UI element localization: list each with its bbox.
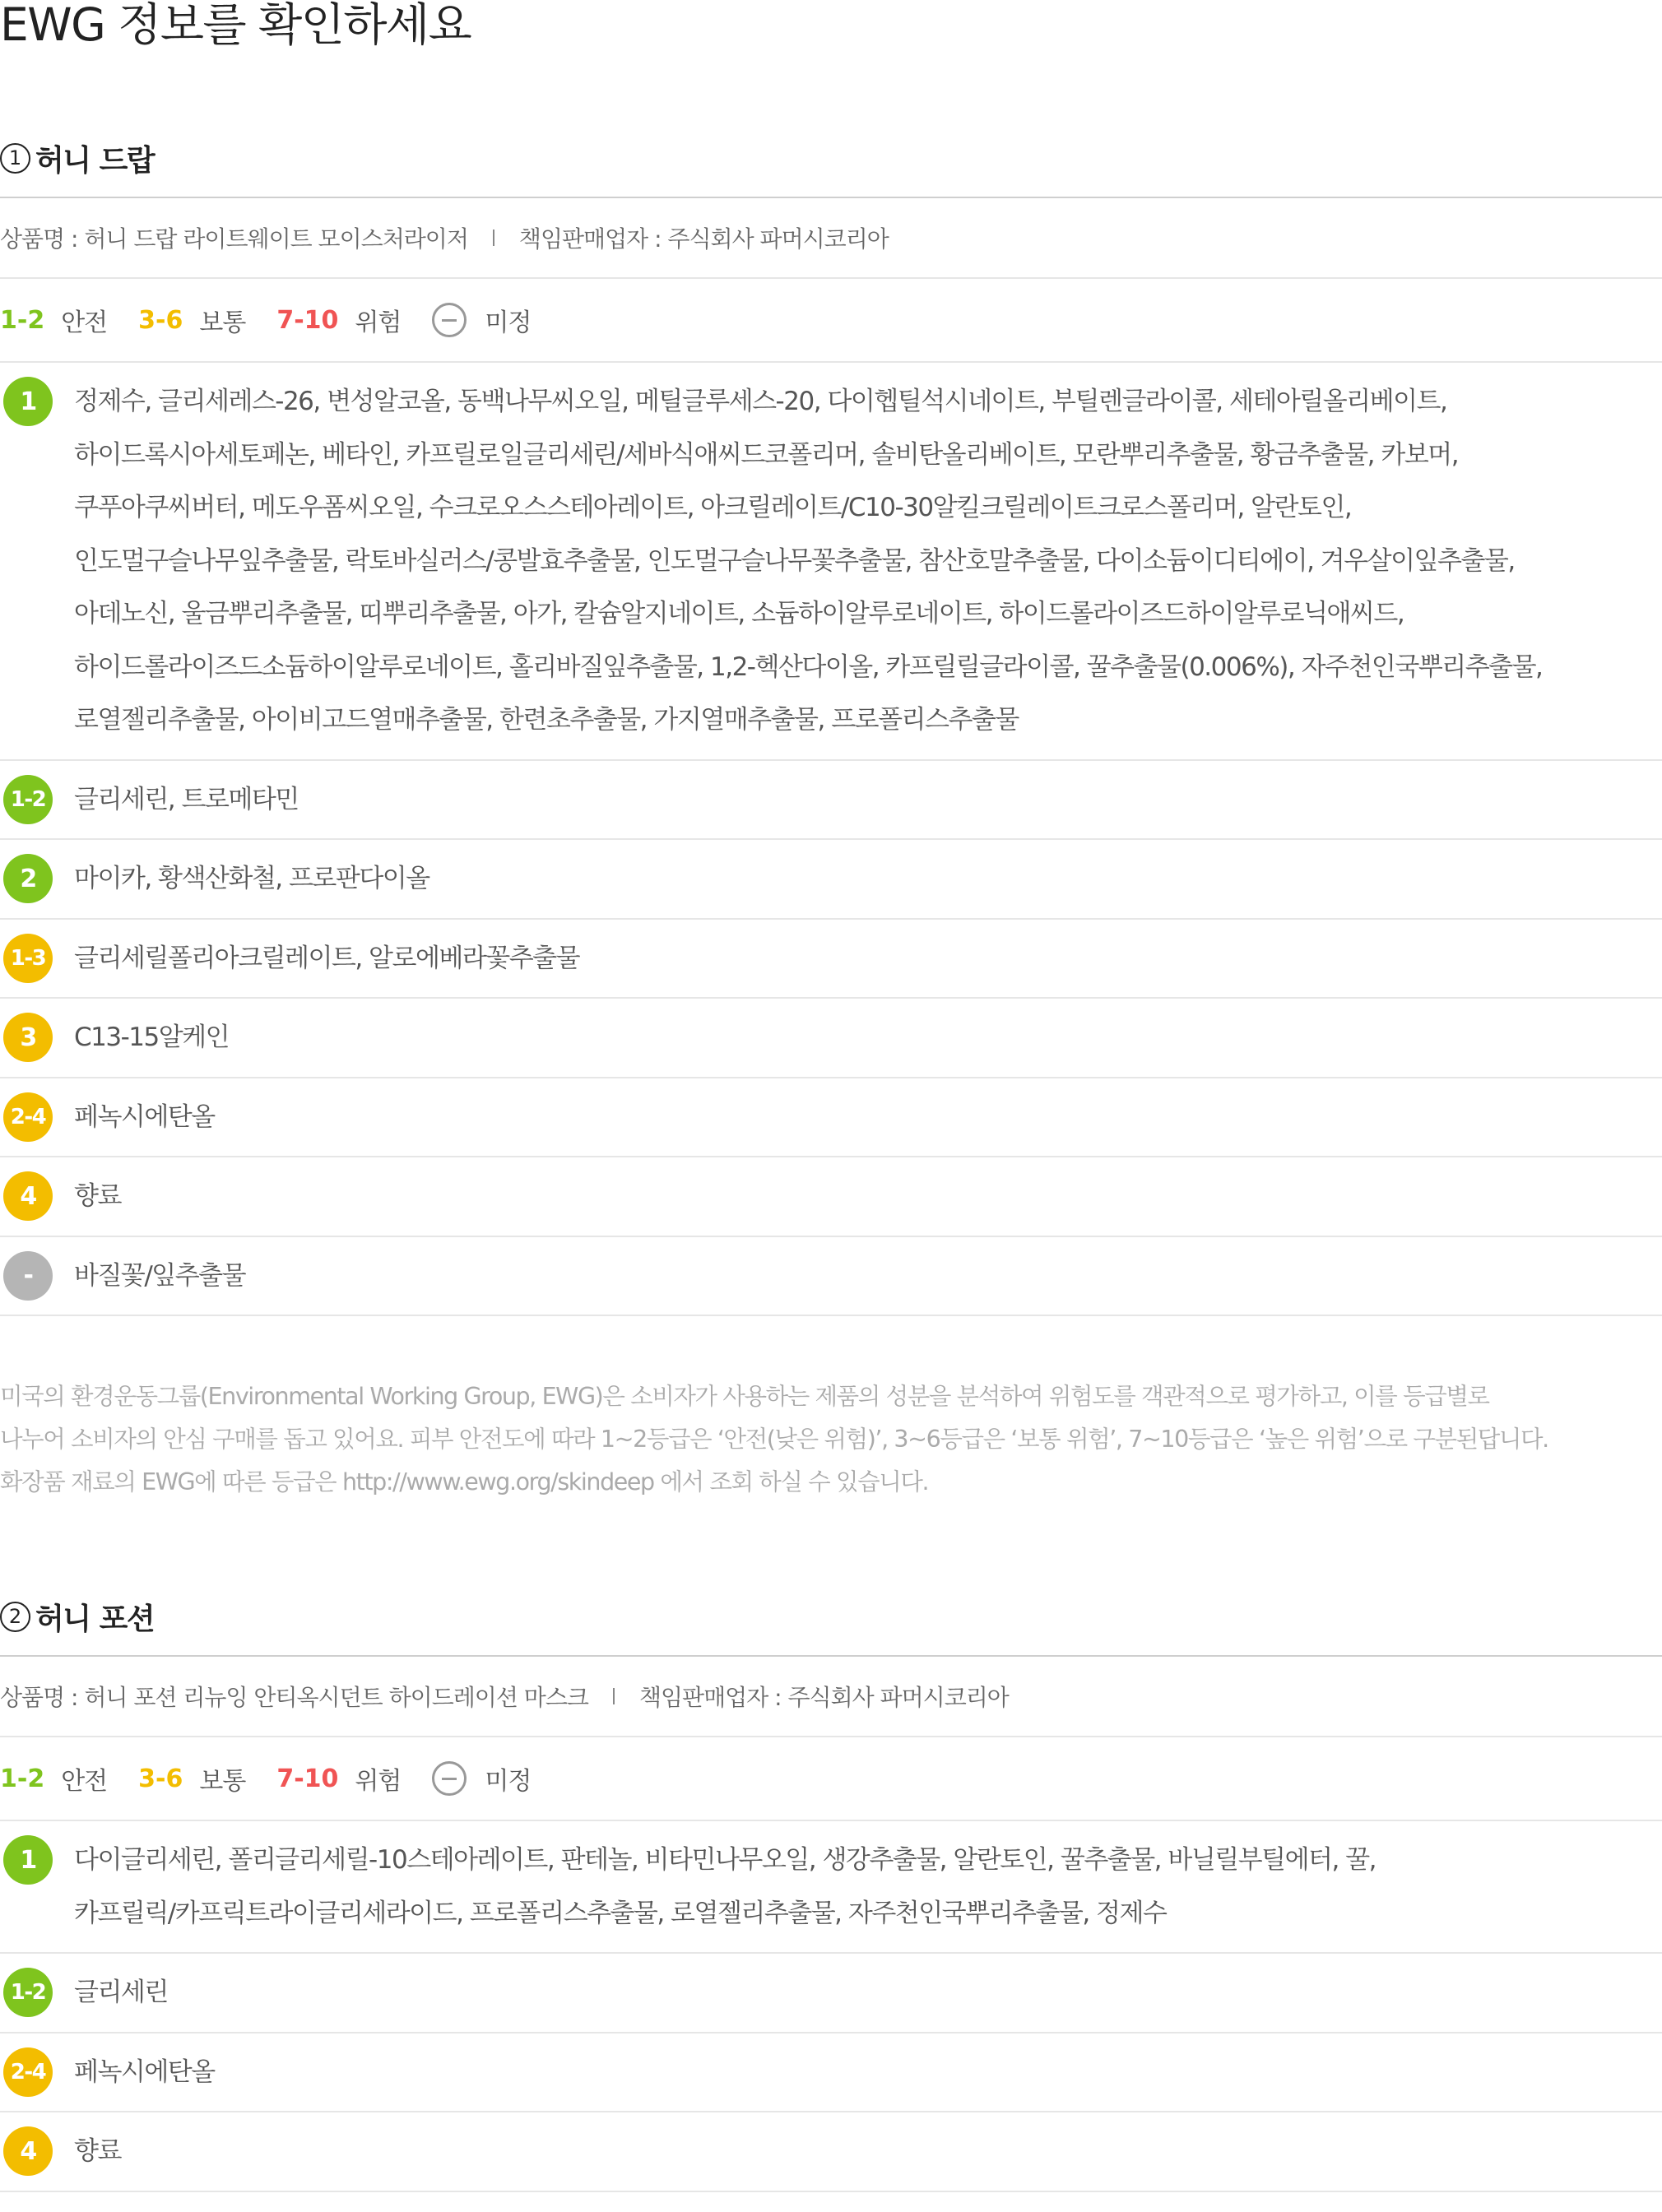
ewg-note	[0, 1375, 1654, 1504]
legend-safe-range: 1-2	[0, 305, 45, 335]
legend-safe-label: 안전	[61, 308, 108, 337]
ewg-note-line: 나누어 소비자의 안심 구매를 돕고 있어요. 피부 안전도에 따라 1~2등급은 ‘안전(낮은 위험)’, 3~6등급은 ‘보통 위험’, 7~10등급은 ‘높은 위험’으로 구분된답니다.	[0, 1426, 1548, 1453]
ingredient-text	[74, 852, 1662, 906]
ingredient-row	[0, 838, 1662, 918]
ingredient-line: 바질꽃/잎추출물	[74, 1260, 246, 1291]
ingredient-row	[0, 361, 1662, 759]
ingredient-row	[0, 918, 1662, 998]
grade-badge: 3	[3, 1013, 53, 1062]
ingredient-line: 아데노신, 울금뿌리추출물, 띠뿌리추출물, 아가, 칼슘알지네이트, 소듐하이알루로네이트, 하이드롤라이즈드하이알루로닉애씨드,	[74, 599, 1404, 628]
legend-moderate-range: 3-6	[138, 1764, 183, 1793]
minus-circle-icon	[432, 1761, 467, 1796]
section-title	[0, 1590, 1662, 1643]
ingredient-line: 마이카, 황색산화철, 프로판다이올	[74, 864, 429, 893]
ingredient-line: 글리세릴폴리아크릴레이트, 알로에베라꽃추출물	[74, 943, 580, 973]
ingredient-row	[0, 2111, 1662, 2192]
grade-badge: 1	[3, 377, 53, 426]
grade-badge: 1-2	[3, 1968, 53, 2017]
info-separator	[493, 230, 494, 246]
ingredient-text	[74, 1091, 1662, 1144]
ingredient-line: 쿠푸아쿠씨버터, 메도우폼씨오일, 수크로오스스테아레이트, 아크릴레이트/C10-30알킬크릴레이트크로스폴리머, 알란토인,	[74, 493, 1352, 522]
product-name-label: 상품명 : 허니 포션 리뉴잉 안티옥시던트 하이드레이션 마스크	[0, 1684, 588, 1711]
seller-label: 책임판매업자 : 주식회사 파머시코리아	[518, 225, 889, 253]
ingredient-row	[0, 1077, 1662, 1157]
ingredient-text	[74, 1170, 1662, 1223]
info-separator	[613, 1688, 615, 1704]
ingredient-row	[0, 1952, 1662, 2032]
ingredient-text	[74, 1011, 1662, 1064]
minus-circle-icon	[432, 303, 467, 337]
legend-danger-range: 7-10	[276, 1764, 339, 1793]
ingredient-text	[74, 1250, 1662, 1303]
product-section-2	[0, 1590, 1662, 2192]
grade-badge: 1	[3, 1835, 53, 1885]
grade-badge: 4	[3, 1171, 53, 1221]
ewg-note-line: 화장품 재료의 EWG에 따른 등급은 http://www.ewg.org/skindeep 에서 조회 하실 수 있습니다.	[0, 1468, 929, 1496]
grade-badge: 2	[3, 854, 53, 903]
ingredient-line: 글리세린	[74, 1978, 168, 2007]
ingredient-line: 카프릴릭/카프릭트라이글리세라이드, 프로폴리스추출물, 로열젤리추출물, 자주천인국뿌리추출물, 정제수	[74, 1898, 1167, 1928]
legend-moderate-label: 보통	[199, 308, 246, 337]
ingredient-row	[0, 1236, 1662, 1317]
grade-badge: 2-4	[3, 1092, 53, 1142]
page-title: EWG 정보를 확인하세요	[0, 0, 471, 51]
ingredient-line: 정제수, 글리세레스-26, 변성알코올, 동백나무씨오일, 메틸글루세스-20, 다이헵틸석시네이트, 부틸렌글라이콜, 세테아릴올리베이트,	[74, 387, 1447, 416]
ingredient-line: 다이글리세린, 폴리글리세릴-10스테아레이트, 판테놀, 비타민나무오일, 생강추출물, 알란토인, 꿀추출물, 바닐릴부틸에터, 꿀,	[74, 1845, 1376, 1875]
legend-unrated-label: 미정	[485, 1767, 532, 1796]
ingredient-line: C13-15알케인	[74, 1023, 230, 1052]
section-title	[0, 132, 1662, 184]
ingredient-row	[0, 997, 1662, 1077]
grade-legend	[0, 1737, 1662, 1820]
ingredient-line: 페녹시에탄올	[74, 1101, 215, 1132]
product-info-row	[0, 1657, 1662, 1736]
ingredient-line: 로열젤리추출물, 아이비고드열매추출물, 한련초추출물, 가지열매추출물, 프로폴리스추출물	[74, 705, 1019, 735]
product-info-row	[0, 198, 1662, 277]
grade-badge: 4	[3, 2126, 53, 2176]
ingredient-line: 글리세린, 트로메타민	[74, 784, 299, 814]
ingredient-line: 하이드록시아세토페논, 베타인, 카프릴로일글리세린/세바식애씨드코폴리머, 솔비탄올리베이트, 모란뿌리추출물, 황금추출물, 카보머,	[74, 439, 1459, 470]
section-title-text: 허니 포션	[35, 1602, 155, 1636]
ingredient-row	[0, 1820, 1662, 1952]
grade-badge: 1-2	[3, 775, 53, 824]
ingredient-text	[74, 932, 1662, 985]
ingredient-line: 향료	[74, 1181, 121, 1211]
grade-badge: 2-4	[3, 2047, 53, 2097]
ingredient-list	[0, 361, 1662, 1316]
legend-moderate-label: 보통	[199, 1767, 246, 1796]
seller-label: 책임판매업자 : 주식회사 파머시코리아	[638, 1684, 1009, 1711]
legend-danger-range: 7-10	[276, 305, 339, 335]
ingredient-row	[0, 2032, 1662, 2112]
legend-safe-label: 안전	[61, 1767, 108, 1796]
section-title-text: 허니 드랍	[35, 143, 155, 178]
legend-unrated-label: 미정	[485, 308, 532, 337]
ingredient-row	[0, 759, 1662, 839]
ingredient-line: 향료	[74, 2136, 121, 2166]
ewg-note-line: 미국의 환경운동그룹(Environmental Working Group, EWG)은 소비자가 사용하는 제품의 성분을 분석하여 위험도를 객관적으로 평가하고, 이를 등급별로	[0, 1383, 1489, 1410]
ingredient-text	[74, 1966, 1662, 2020]
section-number-badge: 1	[0, 143, 30, 174]
ingredient-row	[0, 1156, 1662, 1236]
ingredient-text	[74, 773, 1662, 827]
ingredient-line: 하이드롤라이즈드소듐하이알루로네이트, 홀리바질잎추출물, 1,2-헥산다이올, 카프릴릴글라이콜, 꿀추출물(0.006%), 자주천인국뿌리추출물,	[74, 652, 1543, 682]
legend-danger-label: 위험	[355, 308, 402, 337]
grade-badge: 1-3	[3, 934, 53, 983]
ingredient-list	[0, 1820, 1662, 2192]
ingredient-line: 페녹시에탄올	[74, 2057, 215, 2087]
legend-safe-range: 1-2	[0, 1764, 45, 1793]
legend-moderate-range: 3-6	[138, 305, 183, 335]
product-name-label: 상품명 : 허니 드랍 라이트웨이트 모이스처라이저	[0, 225, 468, 253]
ingredient-text	[74, 2046, 1662, 2099]
grade-legend	[0, 279, 1662, 361]
legend-danger-label: 위험	[355, 1767, 402, 1796]
product-section-1	[0, 132, 1662, 1316]
ingredient-text	[74, 1834, 1662, 1940]
ingredient-line: 인도멀구슬나무잎추출물, 락토바실러스/콩발효추출물, 인도멀구슬나무꽃추출물, 참산호말추출물, 다이소듐이디티에이, 겨우살이잎추출물,	[74, 545, 1515, 576]
ingredient-text	[74, 375, 1662, 747]
ingredient-text	[74, 2125, 1662, 2178]
grade-badge: -	[3, 1251, 53, 1301]
section-number-badge: 2	[0, 1602, 30, 1632]
